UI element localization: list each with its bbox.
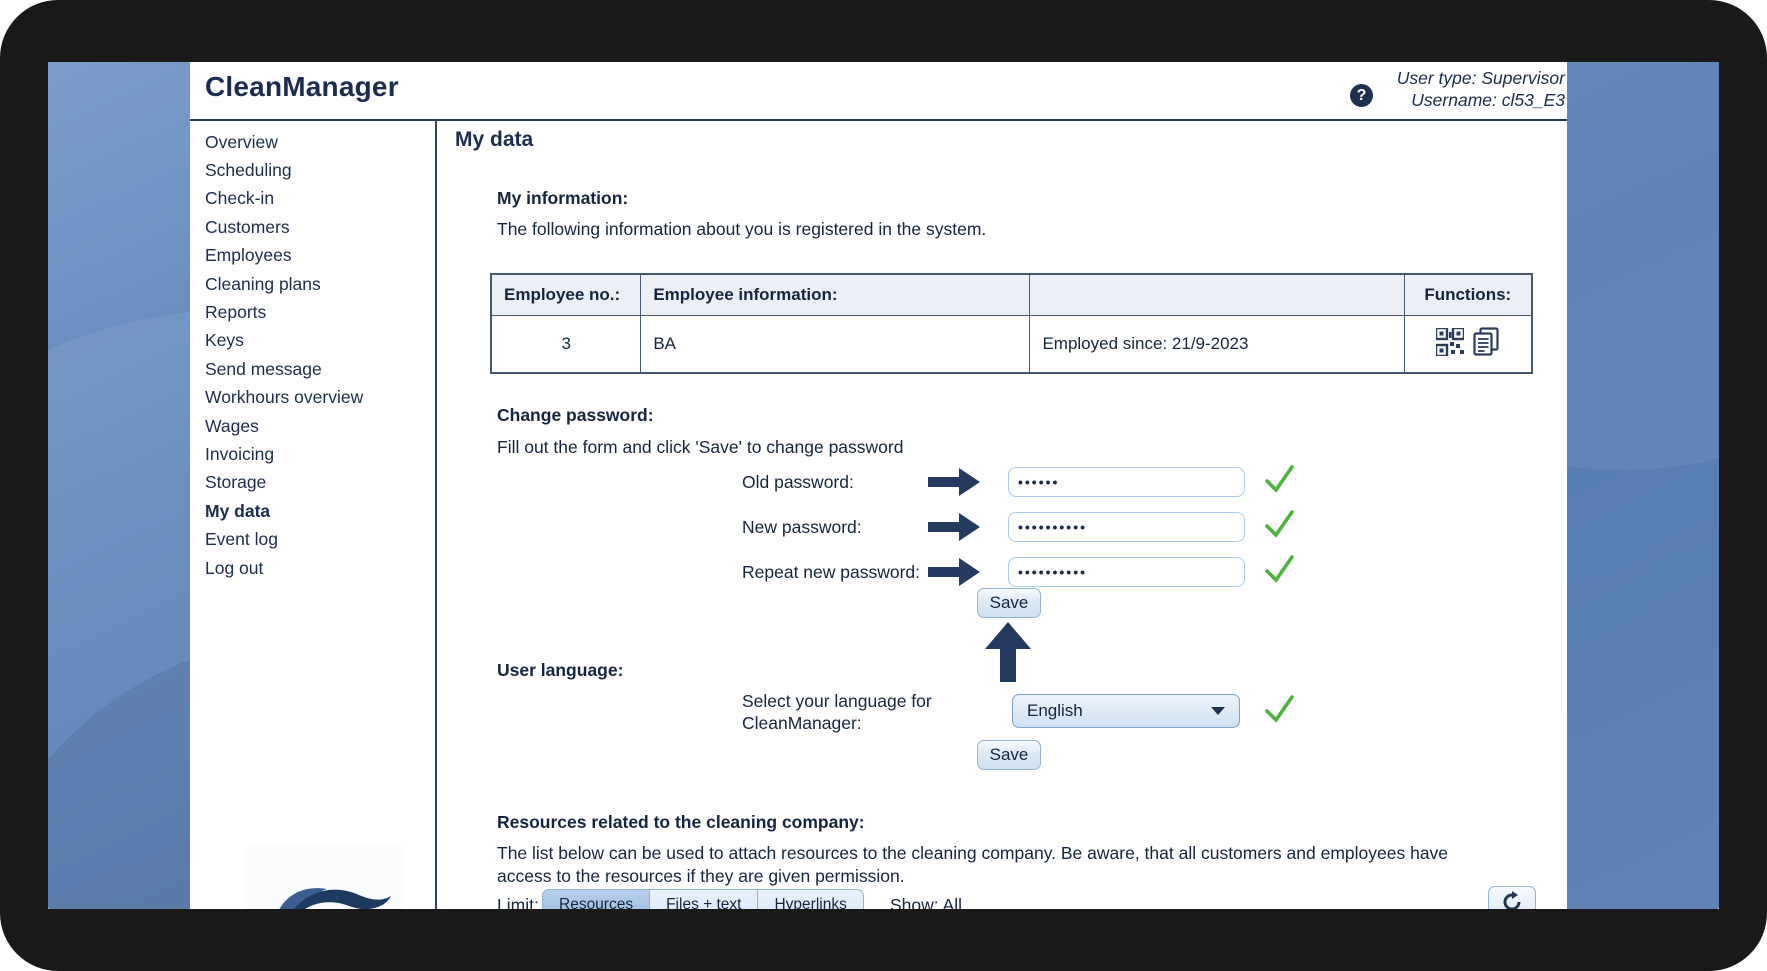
arrow-right-icon <box>928 513 980 546</box>
save-language-button[interactable]: Save <box>977 740 1041 770</box>
sidebar-item-customers[interactable]: Customers <box>205 216 290 237</box>
sidebar-item-log-out[interactable]: Log out <box>205 557 264 578</box>
old-password-label: Old password: <box>742 472 854 492</box>
document-copy-icon[interactable] <box>1472 327 1500 362</box>
column-header-empty <box>1030 274 1404 316</box>
arrow-right-icon <box>928 468 980 501</box>
repeat-new-password-label: Repeat new password: <box>742 562 921 582</box>
functions-cell <box>1404 316 1532 374</box>
sidebar-item-reports[interactable]: Reports <box>205 302 267 323</box>
column-header-employee-information: Employee information: <box>641 274 1030 316</box>
sidebar-item-keys[interactable]: Keys <box>205 330 244 351</box>
refresh-button[interactable] <box>1488 886 1536 922</box>
change-password-heading: Change password: <box>497 405 654 425</box>
limit-option-resources[interactable]: Resources <box>542 889 650 921</box>
sidebar-item-my-data[interactable]: My data <box>205 500 271 521</box>
header-divider <box>190 119 1567 121</box>
resources-description-line2: access to the resources if they are given permission. <box>497 866 905 886</box>
app-logo-text: CleanManager <box>205 71 399 102</box>
limit-option-files-text[interactable]: Files + text <box>650 889 758 921</box>
valid-check-icon <box>1262 552 1296 591</box>
sidebar-item-overview[interactable]: Overview <box>205 131 278 152</box>
change-password-instructions: Fill out the form and click 'Save' to change password <box>497 437 904 457</box>
help-icon[interactable]: ? <box>1350 84 1373 107</box>
resources-description-line1: The list below can be used to attach resources to the cleaning company. Be aware, that all customers and employees have <box>497 843 1449 863</box>
language-select[interactable] <box>1012 694 1240 728</box>
my-information-description: The following information about you is registered in the system. <box>497 219 987 239</box>
user-info <box>1397 67 1565 111</box>
sidebar-item-invoicing[interactable]: Invoicing <box>205 443 275 464</box>
table-row <box>491 316 1532 374</box>
valid-check-icon <box>1262 507 1296 546</box>
repeat-new-password-input[interactable] <box>1008 557 1245 587</box>
old-password-input[interactable] <box>1008 467 1245 497</box>
employee-no-cell: 3 <box>491 316 641 374</box>
sidebar-item-check-in[interactable]: Check-in <box>205 188 275 209</box>
select-language-label: Select your language for CleanManager: <box>742 691 932 733</box>
table-header-row <box>491 274 1532 316</box>
arrow-right-icon <box>928 558 980 591</box>
employed-since-cell: Employed since: 21/9-2023 <box>1030 316 1404 374</box>
column-header-employee-no: Employee no.: <box>491 274 641 316</box>
sidebar-item-scheduling[interactable]: Scheduling <box>205 160 292 181</box>
sidebar-item-storage[interactable]: Storage <box>205 472 267 493</box>
sidebar-item-event-log[interactable]: Event log <box>205 529 278 550</box>
limit-label: Limit: <box>497 895 539 915</box>
sidebar-nav <box>205 128 430 582</box>
sidebar-item-wages[interactable]: Wages <box>205 415 259 436</box>
sidebar-divider <box>435 119 437 913</box>
show-filter-label: Show: All <box>890 895 962 915</box>
new-password-input[interactable] <box>1008 512 1245 542</box>
employee-info-table <box>490 273 1533 374</box>
user-language-heading: User language: <box>497 660 624 680</box>
sidebar-item-employees[interactable]: Employees <box>205 245 292 266</box>
sidebar-item-send-message[interactable]: Send message <box>205 358 322 379</box>
save-password-button[interactable]: Save <box>977 588 1041 618</box>
sidebar-item-cleaning-plans[interactable]: Cleaning plans <box>205 273 321 294</box>
resources-heading: Resources related to the cleaning company: <box>497 812 865 832</box>
valid-check-icon <box>1262 692 1296 731</box>
page-title: My data <box>455 128 534 151</box>
new-password-label: New password: <box>742 517 862 537</box>
qr-code-icon[interactable] <box>1436 328 1464 361</box>
language-selected-value: English <box>1027 701 1083 720</box>
username-text: Username: cl53_E3 <box>1411 90 1565 110</box>
employee-information-cell: BA <box>641 316 1030 374</box>
column-header-functions: Functions: <box>1404 274 1532 316</box>
arrow-up-icon <box>985 622 1031 687</box>
limit-segmented-control <box>542 889 864 921</box>
app-window <box>190 62 1567 913</box>
refresh-icon <box>1501 891 1523 918</box>
limit-option-hyperlinks[interactable]: Hyperlinks <box>758 889 863 921</box>
my-information-heading: My information: <box>497 188 629 208</box>
valid-check-icon <box>1262 462 1296 501</box>
company-logo-mark <box>245 845 405 913</box>
chevron-down-icon <box>1211 707 1225 715</box>
sidebar-item-workhours-overview[interactable]: Workhours overview <box>205 387 364 408</box>
user-type-text: User type: Supervisor <box>1396 68 1565 88</box>
